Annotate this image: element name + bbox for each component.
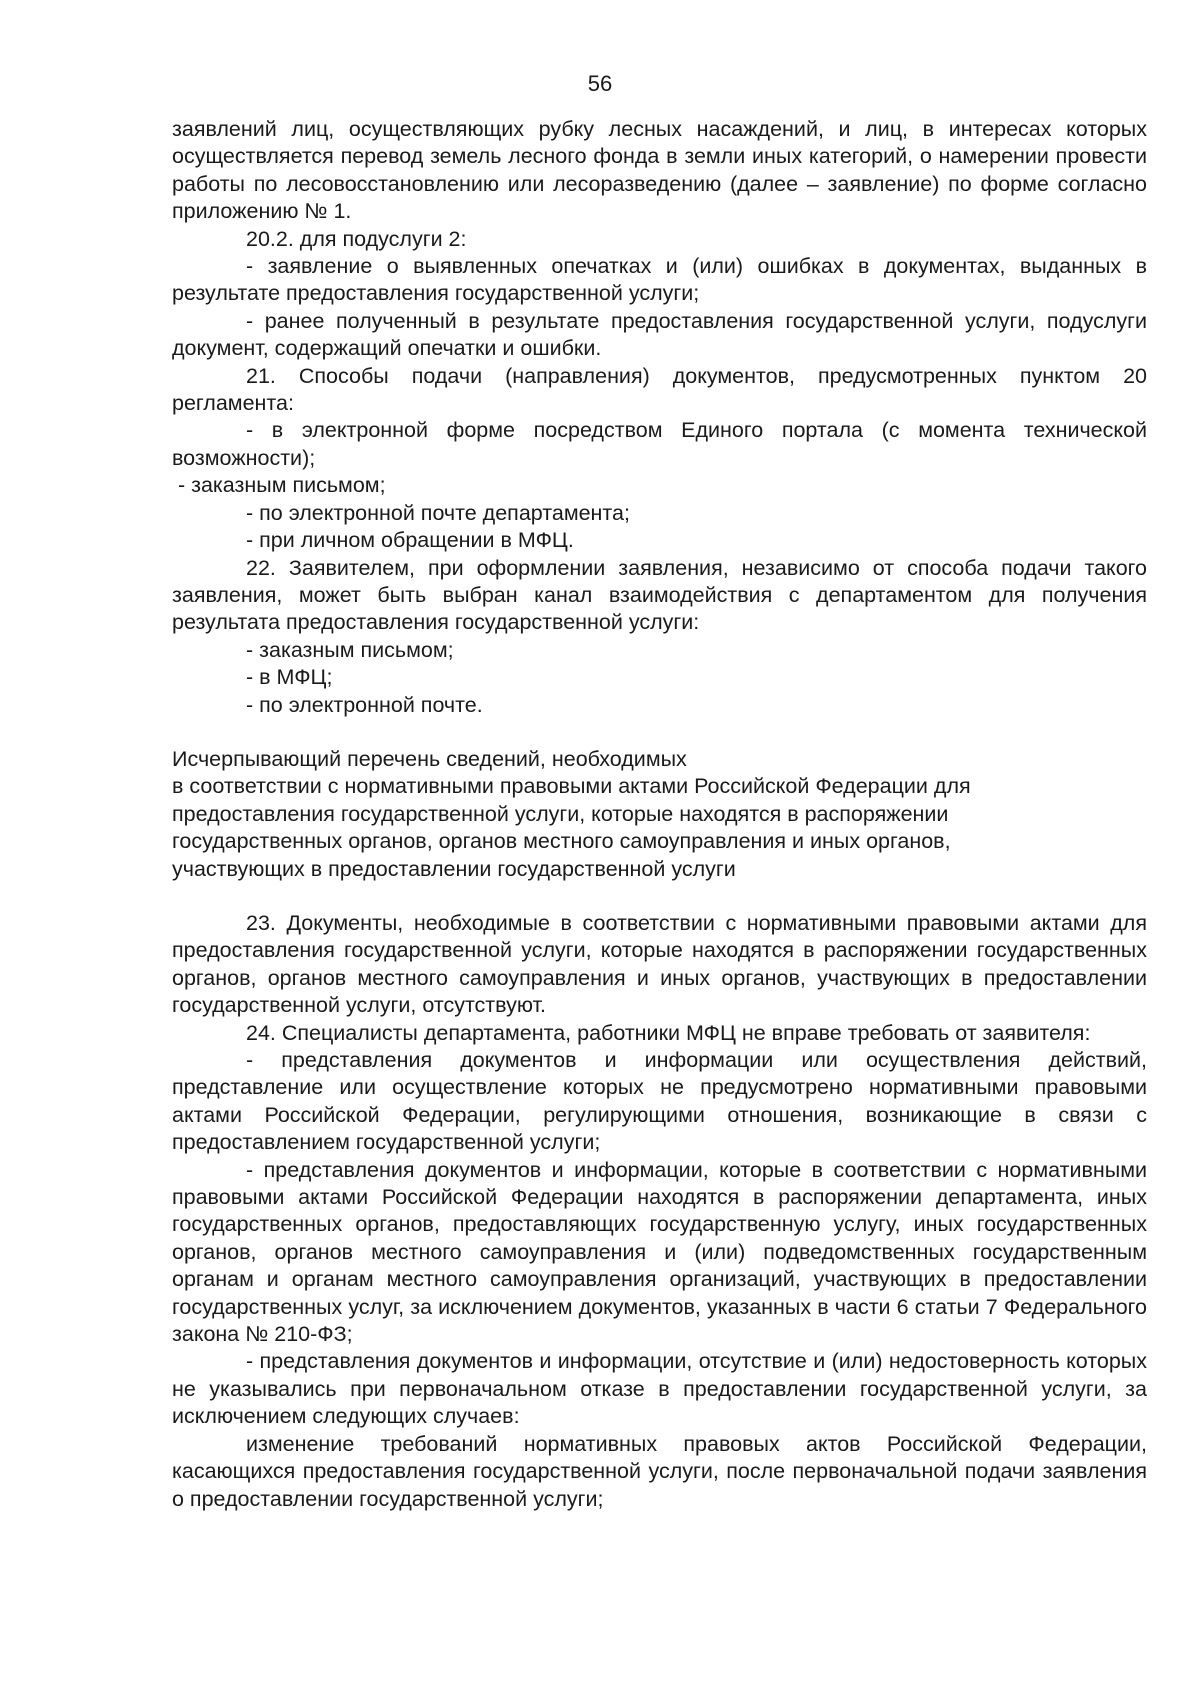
- spacer: [172, 883, 1147, 910]
- heading-line: государственных органов, органов местного самоуправления и иных органов,: [172, 829, 951, 854]
- document-body: [172, 116, 1147, 1513]
- paragraph: 20.2. для подуслуги 2:: [246, 226, 467, 251]
- paragraph: 22. Заявителем, при оформлении заявления, независимо от способа подачи такого заявления, может быть выбран канал взаимодействия с департаментом для получения результата предоставления государственной услуги:: [172, 555, 1147, 635]
- paragraph: - ранее полученный в результате предоставления государственной услуги, подуслуги документ, содержащий опечатки и ошибки.: [172, 308, 1147, 361]
- paragraph: 23. Документы, необходимые в соответствии с нормативными правовыми актами для предоставления государственной услуги, которые находятся в распоряжении государственных органов, органов местного самоуправления и иных органов, участвующих в предоставлении государственной услуги, отсутствуют.: [172, 910, 1147, 1018]
- paragraph: - заявление о выявленных опечатках и (или) ошибках в документах, выданных в результате предоставления государственной услуги;: [172, 254, 1147, 306]
- paragraph: 24. Специалисты департамента, работники МФЦ не вправе требовать от заявителя:: [246, 1020, 1091, 1045]
- page-number: 56: [587, 71, 613, 96]
- heading-line: участвующих в предоставлении государственной услуги: [172, 856, 736, 881]
- paragraph: - представления документов и информации, которые в соответствии с нормативными правовыми актами Российской Федерации находятся в распоряжении департамента, иных государственных органов, предоставляющих государственную услугу, иных государственных органов, органов местного самоуправления и (или) подведомственных государственным органам и органам местного самоуправления организаций, участвующих в предоставлении государственных услуг, за исключением документов, указанных в части 6 статьи 7 Федерального закона № 210-ФЗ;: [172, 1157, 1147, 1347]
- paragraph: - в МФЦ;: [246, 665, 333, 690]
- paragraph: - заказным письмом;: [172, 473, 386, 498]
- paragraph: - при личном обращении в МФЦ.: [246, 528, 574, 553]
- paragraph: - в электронной форме посредством Единого портала (с момента технической возможности);: [172, 418, 1147, 470]
- paragraph: изменение требований нормативных правовых актов Российской Федерации, касающихся предоставления государственной услуги, после первоначальной подачи заявления о предоставлении государственной услуги;: [172, 1431, 1147, 1511]
- paragraph: - по электронной почте.: [246, 692, 483, 717]
- spacer: [172, 719, 1147, 746]
- heading-line: в соответствии с нормативными правовыми актами Российской Федерации для: [172, 774, 971, 799]
- section-heading: [172, 746, 1147, 883]
- paragraph: заявлений лиц, осуществляющих рубку лесных насаждений, и лиц, в интересах которых осуществляется перевод земель лесного фонда в земли иных категорий, о намерении провести работы по лесовосстановлению или лесоразведению (далее – заявление) по форме согласно приложению № 1.: [172, 117, 1147, 224]
- paragraph: - по электронной почте департамента;: [246, 500, 630, 525]
- heading-line: Исчерпывающий перечень сведений, необходимых: [172, 746, 687, 771]
- paragraph: 21. Способы подачи (направления) документов, предусмотренных пунктом 20 регламента:: [172, 363, 1147, 416]
- paragraph: - представления документов и информации, отсутствие и (или) недостоверность которых не указывались при первоначальном отказе в предоставлении государственной услуги, за исключением следующих случаев:: [172, 1349, 1147, 1429]
- heading-line: предоставления государственной услуги, которые находятся в распоряжении: [172, 801, 949, 826]
- paragraph: - заказным письмом;: [246, 637, 454, 662]
- paragraph: - представления документов и информации или осуществления действий, представление или осуществление которых не предусмотрено нормативными правовыми актами Российской Федерации, регулирующими отношения, возникающие в связи с предоставлением государственной услуги;: [172, 1048, 1147, 1155]
